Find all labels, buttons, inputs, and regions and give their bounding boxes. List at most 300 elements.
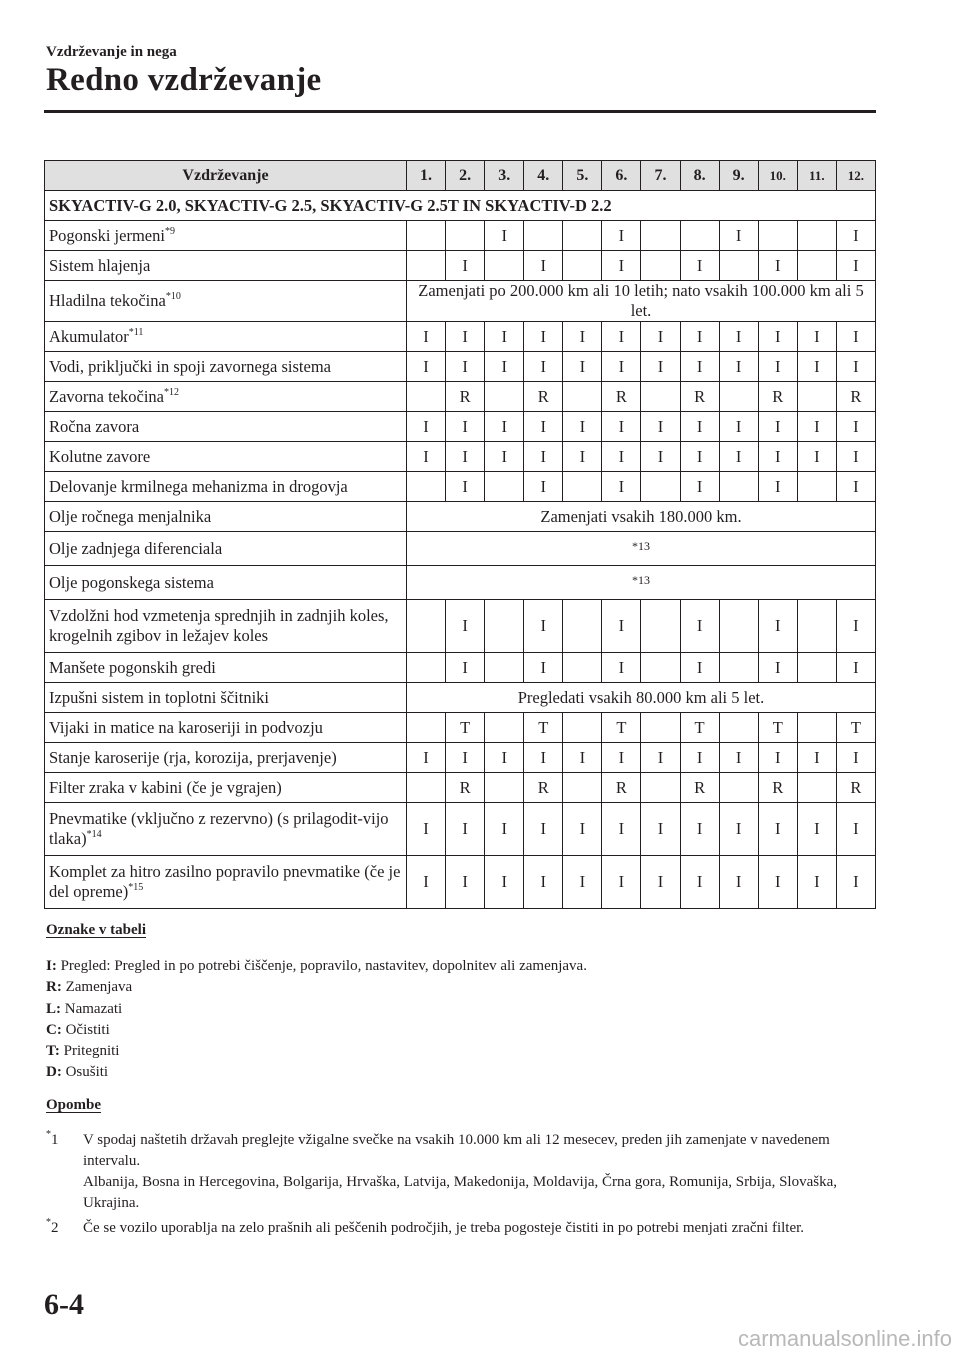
table-row [45, 502, 876, 532]
interval-cell [797, 382, 836, 412]
header-cell: 11. [797, 161, 836, 191]
interval-cell [797, 713, 836, 743]
interval-cell: I [602, 412, 641, 442]
interval-cell: I [836, 803, 875, 856]
table-header-row [45, 161, 876, 191]
interval-cell: I [407, 442, 446, 472]
table-row [45, 600, 876, 653]
table-row [45, 683, 876, 713]
interval-cell: I [446, 856, 485, 909]
interval-cell [719, 251, 758, 281]
interval-cell: R [602, 773, 641, 803]
interval-cell: I [680, 803, 719, 856]
row-label [45, 856, 407, 909]
interval-cell: R [602, 382, 641, 412]
interval-cell: I [680, 600, 719, 653]
table-row [45, 773, 876, 803]
legend-text: Namazati [64, 1000, 123, 1017]
row-label-text: Filter zraka v kabini (če je vgrajen) [49, 777, 282, 797]
interval-cell: R [836, 773, 875, 803]
row-label-text: Olje pogonskega sistema [49, 572, 214, 592]
interval-cell: I [485, 856, 524, 909]
legend-item [46, 1062, 587, 1083]
interval-cell: I [524, 653, 563, 683]
interval-cell [563, 221, 602, 251]
interval-cell: I [836, 352, 875, 382]
row-label [45, 683, 407, 713]
interval-span-text: Zamenjati po 200.000 km ali 10 letih; nato vsakih 100.000 km ali 5 let. [407, 281, 876, 322]
interval-cell: I [836, 322, 875, 352]
interval-cell: I [758, 600, 797, 653]
interval-cell: I [719, 221, 758, 251]
interval-cell: I [602, 352, 641, 382]
interval-cell: I [485, 322, 524, 352]
legend-text: Pritegniti [63, 1043, 120, 1060]
note-item [46, 1130, 876, 1214]
table-row [45, 532, 876, 566]
legend-item [46, 999, 587, 1020]
interval-cell: T [680, 713, 719, 743]
interval-cell: I [680, 472, 719, 502]
interval-cell: R [836, 382, 875, 412]
interval-cell [641, 382, 680, 412]
note-marker [46, 1130, 59, 1151]
interval-cell: I [407, 743, 446, 773]
interval-cell: I [836, 472, 875, 502]
interval-cell [797, 600, 836, 653]
watermark: carmanualsonline.info [737, 1326, 952, 1351]
note-marker-number: 2 [51, 1220, 59, 1236]
interval-cell: I [524, 803, 563, 856]
interval-cell: I [680, 322, 719, 352]
interval-cell: I [446, 442, 485, 472]
table-row [45, 352, 876, 382]
interval-cell: I [563, 803, 602, 856]
footnote-ref: *15 [128, 882, 144, 893]
interval-cell: I [719, 442, 758, 472]
row-label-text: Stanje karoserije (rja, korozija, prerjavenje) [49, 747, 337, 767]
interval-cell: I [758, 743, 797, 773]
legend-list [46, 956, 587, 1084]
interval-cell: I [641, 412, 680, 442]
interval-cell: I [680, 352, 719, 382]
interval-span-text: Pregledati vsakih 80.000 km ali 5 let. [407, 683, 876, 713]
interval-cell: T [446, 713, 485, 743]
note-marker-number: 1 [51, 1132, 59, 1148]
interval-cell [797, 472, 836, 502]
row-label-text: Pogonski jermeni [49, 225, 165, 245]
interval-cell [797, 251, 836, 281]
row-label [45, 600, 407, 653]
legend-key: L: [46, 1000, 61, 1017]
interval-cell: I [563, 412, 602, 442]
interval-cell: I [641, 352, 680, 382]
table-row [45, 856, 876, 909]
interval-cell [563, 472, 602, 502]
interval-cell: I [524, 442, 563, 472]
interval-cell: I [836, 743, 875, 773]
interval-cell: I [602, 803, 641, 856]
interval-cell [719, 713, 758, 743]
note-marker-star: * [46, 1129, 51, 1140]
interval-cell: I [797, 856, 836, 909]
interval-cell [719, 773, 758, 803]
interval-cell: I [758, 352, 797, 382]
interval-cell: I [446, 600, 485, 653]
interval-cell: I [719, 352, 758, 382]
interval-cell [485, 600, 524, 653]
interval-cell: I [563, 743, 602, 773]
header-cell: 12. [836, 161, 875, 191]
interval-cell: I [758, 653, 797, 683]
interval-cell [407, 600, 446, 653]
footnote-ref: *11 [128, 326, 144, 338]
interval-cell [407, 713, 446, 743]
header-cell: 5. [563, 161, 602, 191]
interval-cell: I [680, 251, 719, 281]
interval-cell: I [524, 856, 563, 909]
interval-cell: I [680, 653, 719, 683]
interval-cell: I [563, 856, 602, 909]
interval-cell: I [797, 743, 836, 773]
table-row [45, 442, 876, 472]
interval-cell [407, 382, 446, 412]
interval-cell: I [719, 803, 758, 856]
interval-cell: I [758, 251, 797, 281]
table-row [45, 251, 876, 281]
row-label [45, 322, 407, 352]
table-row [45, 412, 876, 442]
interval-cell: I [446, 251, 485, 281]
interval-cell: I [602, 856, 641, 909]
interval-cell: I [719, 743, 758, 773]
header-cell: 9. [719, 161, 758, 191]
title-rule [44, 110, 876, 113]
interval-cell [563, 600, 602, 653]
row-label-text: Zavorna tekočina [49, 386, 164, 406]
interval-cell [563, 251, 602, 281]
note-text: Albanija, Bosna in Hercegovina, Bolgarija, Hrvaška, Latvija, Makedonija, Moldavija, Črna gora, Romunija, Srbija, Slovaška, Ukrajina. [83, 1174, 837, 1211]
header-cell: 3. [485, 161, 524, 191]
interval-cell: I [446, 412, 485, 442]
row-label [45, 743, 407, 773]
interval-cell: I [758, 856, 797, 909]
interval-cell: R [758, 773, 797, 803]
legend-item [46, 1020, 587, 1041]
header-cell: 2. [446, 161, 485, 191]
row-label [45, 442, 407, 472]
interval-cell [485, 382, 524, 412]
note-item [46, 1218, 876, 1239]
interval-cell: I [602, 251, 641, 281]
interval-cell: I [758, 472, 797, 502]
legend-item [46, 977, 587, 998]
row-label-text: Izpušni sistem in toplotni ščitniki [49, 687, 269, 707]
note-text: V spodaj naštetih državah preglejte vžigalne svečke na vsakih 10.000 km ali 12 mesecev, preden jih zamenjate v navedenem intervalu. [83, 1132, 830, 1169]
row-label [45, 803, 407, 856]
interval-cell: I [407, 322, 446, 352]
table-row [45, 803, 876, 856]
footnote-ref: *10 [165, 291, 181, 302]
interval-cell [485, 773, 524, 803]
interval-span-text: Zamenjati vsakih 180.000 km. [407, 502, 876, 532]
row-label [45, 532, 407, 566]
interval-cell: I [407, 412, 446, 442]
interval-cell: I [524, 472, 563, 502]
row-label [45, 251, 407, 281]
interval-cell: R [758, 382, 797, 412]
row-label [45, 566, 407, 600]
row-label [45, 281, 407, 322]
table-row [45, 472, 876, 502]
row-label [45, 713, 407, 743]
interval-cell: I [680, 743, 719, 773]
header-cell: 6. [602, 161, 641, 191]
interval-cell: I [524, 352, 563, 382]
interval-cell [485, 472, 524, 502]
row-label [45, 502, 407, 532]
legend-heading: Oznake v tabeli [46, 922, 146, 938]
interval-cell: R [446, 773, 485, 803]
interval-cell: I [446, 653, 485, 683]
table-row [45, 743, 876, 773]
interval-cell [719, 653, 758, 683]
interval-cell: I [797, 322, 836, 352]
interval-cell [641, 773, 680, 803]
legend-key: D: [46, 1064, 62, 1081]
interval-cell [407, 653, 446, 683]
interval-cell: T [836, 713, 875, 743]
interval-cell: I [797, 352, 836, 382]
interval-cell [641, 472, 680, 502]
table-row [45, 322, 876, 352]
row-label-text: Pnevmatike (vključno z rezervno) (s prilagodit-vijo tlaka) [49, 809, 389, 848]
note-marker [46, 1218, 59, 1239]
row-label-text: Olje ročnega menjalnika [49, 506, 212, 526]
row-label [45, 412, 407, 442]
engine-band-label: SKYACTIV-G 2.0, SKYACTIV-G 2.5, SKYACTIV-G 2.5T IN SKYACTIV-D 2.2 [45, 191, 876, 221]
interval-cell: I [836, 251, 875, 281]
interval-cell [719, 382, 758, 412]
interval-cell [446, 221, 485, 251]
interval-cell [563, 773, 602, 803]
row-label-text: Ročna zavora [49, 416, 140, 436]
interval-cell: T [602, 713, 641, 743]
interval-cell: I [758, 442, 797, 472]
legend-item [46, 956, 587, 977]
interval-cell: I [836, 653, 875, 683]
legend-key: I: [46, 958, 57, 974]
legend-text: Pregled: Pregled in po potrebi čiščenje, popravilo, nastavitev, dopolnitev ali zamenjava. [60, 958, 587, 974]
interval-cell: I [836, 856, 875, 909]
interval-cell [797, 653, 836, 683]
maintenance-table [44, 160, 876, 909]
interval-cell: I [563, 442, 602, 472]
footnote-ref: *9 [164, 225, 175, 237]
interval-cell [719, 600, 758, 653]
interval-cell: I [485, 442, 524, 472]
interval-cell [563, 713, 602, 743]
interval-cell [719, 472, 758, 502]
interval-cell [407, 251, 446, 281]
interval-cell [524, 221, 563, 251]
page-title: Redno vzdrževanje [46, 62, 322, 98]
interval-cell: I [641, 322, 680, 352]
header-cell: 8. [680, 161, 719, 191]
table-row [45, 382, 876, 412]
interval-cell: I [797, 412, 836, 442]
interval-cell [485, 251, 524, 281]
interval-cell [758, 221, 797, 251]
interval-cell: I [485, 352, 524, 382]
interval-cell: I [446, 352, 485, 382]
interval-cell [485, 713, 524, 743]
legend-text: Osušiti [65, 1064, 109, 1081]
interval-cell: R [524, 773, 563, 803]
interval-cell: I [524, 600, 563, 653]
interval-cell [407, 221, 446, 251]
row-label [45, 653, 407, 683]
page-number: 6-4 [44, 1288, 84, 1321]
row-label [45, 773, 407, 803]
row-label-text: Olje zadnjega diferenciala [49, 538, 223, 558]
interval-cell [641, 713, 680, 743]
interval-cell: I [446, 472, 485, 502]
interval-cell: I [719, 856, 758, 909]
interval-cell: I [797, 442, 836, 472]
section-heading: Vzdrževanje in nega [46, 44, 177, 60]
legend-key: R: [46, 979, 62, 996]
interval-cell: I [680, 442, 719, 472]
row-label-text: Kolutne zavore [49, 446, 151, 466]
interval-cell: I [485, 412, 524, 442]
interval-cell: I [758, 803, 797, 856]
interval-cell: I [641, 442, 680, 472]
interval-cell [641, 653, 680, 683]
row-label-text: Vodi, priključki in spoji zavornega sistema [49, 356, 331, 376]
interval-cell: I [641, 743, 680, 773]
interval-cell: I [524, 412, 563, 442]
interval-cell: I [407, 352, 446, 382]
interval-cell: I [485, 221, 524, 251]
interval-cell: I [602, 743, 641, 773]
row-label-text: Komplet za hitro zasilno popravilo pnevmatike (če je del opreme) [49, 862, 401, 901]
interval-cell: R [680, 773, 719, 803]
header-cell: 1. [407, 161, 446, 191]
interval-cell: I [524, 322, 563, 352]
legend-item [46, 1041, 587, 1062]
table-row [45, 221, 876, 251]
interval-cell [563, 382, 602, 412]
footnote-ref: *14 [86, 829, 102, 840]
row-label-text: Sistem hlajenja [49, 255, 151, 275]
interval-cell: I [680, 412, 719, 442]
interval-cell: I [446, 322, 485, 352]
interval-cell: R [680, 382, 719, 412]
legend-text: Zamenjava [65, 979, 133, 996]
row-label-text: Akumulator [49, 326, 129, 346]
note-marker-star: * [46, 1217, 51, 1228]
interval-cell: I [563, 322, 602, 352]
row-label-text: Manšete pogonskih gredi [49, 657, 216, 677]
interval-cell [641, 221, 680, 251]
interval-cell: I [641, 856, 680, 909]
interval-cell: I [563, 352, 602, 382]
engine-band-row [45, 191, 876, 221]
header-cell: 4. [524, 161, 563, 191]
interval-cell [797, 773, 836, 803]
row-label [45, 472, 407, 502]
interval-cell: I [524, 251, 563, 281]
interval-cell: I [719, 412, 758, 442]
interval-cell: I [602, 600, 641, 653]
interval-cell [797, 221, 836, 251]
table-row [45, 281, 876, 322]
legend-key: C: [46, 1021, 62, 1038]
legend-key: T: [46, 1043, 60, 1060]
interval-cell: I [602, 322, 641, 352]
interval-cell: I [446, 803, 485, 856]
row-label-text: Vzdolžni hod vzmetenja sprednjih in zadnjih koles, krogelnih zgibov in ležajev koles [49, 606, 389, 645]
interval-cell: I [680, 856, 719, 909]
interval-cell: I [446, 743, 485, 773]
interval-cell: R [524, 382, 563, 412]
interval-note-ref: *13 [407, 532, 876, 566]
interval-cell: I [407, 856, 446, 909]
header-cell: 10. [758, 161, 797, 191]
interval-cell: R [446, 382, 485, 412]
interval-cell: I [719, 322, 758, 352]
notes-heading: Opombe [46, 1097, 102, 1113]
interval-cell [407, 773, 446, 803]
interval-cell [680, 221, 719, 251]
interval-cell [485, 653, 524, 683]
interval-cell [641, 251, 680, 281]
interval-cell: I [836, 442, 875, 472]
interval-cell [641, 600, 680, 653]
row-label [45, 382, 407, 412]
interval-cell: I [836, 600, 875, 653]
header-cell: Vzdrževanje [45, 161, 407, 191]
interval-cell: I [485, 743, 524, 773]
interval-cell: I [836, 221, 875, 251]
interval-cell: I [485, 803, 524, 856]
interval-cell: I [602, 442, 641, 472]
interval-cell: I [602, 653, 641, 683]
row-label-text: Hladilna tekočina [49, 291, 166, 310]
interval-cell: T [524, 713, 563, 743]
legend-text: Očistiti [65, 1021, 110, 1038]
header-cell: 7. [641, 161, 680, 191]
interval-cell: I [524, 743, 563, 773]
interval-cell: I [407, 803, 446, 856]
interval-cell: I [836, 412, 875, 442]
row-label-text: Delovanje krmilnega mehanizma in drogovja [49, 476, 348, 496]
note-text: Če se vozilo uporablja na zelo prašnih ali peščenih področjih, je treba pogosteje čistiti in po potrebi menjati zračni filter. [83, 1220, 805, 1236]
row-label [45, 221, 407, 251]
interval-cell: I [602, 221, 641, 251]
row-label-text: Vijaki in matice na karoseriji in podvozju [49, 717, 323, 737]
interval-cell [407, 472, 446, 502]
row-label [45, 352, 407, 382]
interval-cell [563, 653, 602, 683]
interval-cell: I [758, 322, 797, 352]
interval-note-ref: *13 [407, 566, 876, 600]
table-row [45, 653, 876, 683]
interval-cell: I [758, 412, 797, 442]
interval-cell: T [758, 713, 797, 743]
interval-cell: I [641, 803, 680, 856]
